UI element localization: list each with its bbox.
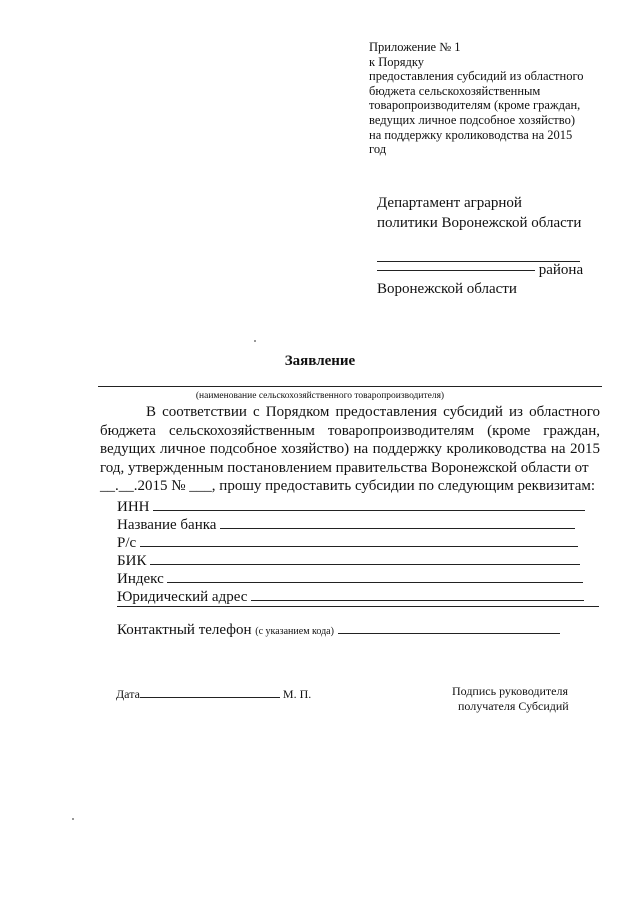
phone-note: (с указанием кода) [255, 626, 334, 637]
date-label: Дата [116, 687, 140, 701]
account-input-line[interactable] [140, 532, 578, 547]
phone-input-line[interactable] [338, 619, 560, 634]
paragraph-date-line: __.__.2015 № ___, прошу предоставить субсидии по следующим реквизитам: [100, 478, 596, 494]
district-row [377, 262, 583, 279]
application-paragraph [100, 403, 600, 496]
address-input-line[interactable] [251, 586, 584, 601]
signature-block [452, 684, 569, 713]
district-suffix: района [538, 262, 584, 278]
date-input-line[interactable] [140, 686, 280, 698]
date-field [116, 686, 311, 702]
appendix-line: на поддержку кролиководства на 2015 [369, 127, 573, 142]
index-label: Индекс [117, 571, 164, 587]
index-input-line[interactable] [167, 568, 583, 583]
paragraph-main: В соответствии с Порядком предоставления субсидий из областного бюджета сельскохозяйственным товаропроизводителям (кроме граждан, ведущих личное подсобное хозяйство) на поддержку кролиководства на 2015 год, утвержденным постановлением правительства Воронежской области от [100, 404, 600, 476]
inn-field [117, 496, 585, 516]
signature-line-2: получателя Субсидий [458, 698, 569, 713]
inn-input-line[interactable] [153, 496, 585, 511]
account-label: Р/с [117, 535, 137, 551]
applicant-caption: (наименование сельскохозяйственного товаропроизводителя) [195, 391, 445, 401]
bank-input-line[interactable] [220, 514, 575, 529]
bik-field [117, 550, 580, 570]
bank-label: Название банка [117, 517, 217, 533]
department-line-2: политики Воронежской области [377, 215, 582, 231]
region-label: Воронежской области [377, 281, 517, 297]
bank-field [117, 514, 575, 534]
appendix-header [369, 40, 599, 157]
document-title: Заявление [284, 353, 356, 369]
appendix-line: предоставления субсидий из областного [369, 69, 584, 84]
applicant-name-line[interactable] [98, 386, 602, 387]
district-blank-line[interactable] [377, 270, 535, 271]
appendix-line: товаропроизводителям (кроме граждан, [369, 98, 581, 113]
address-field [117, 586, 584, 606]
appendix-line: к Порядку [369, 54, 424, 69]
appendix-line: ведущих личное подсобное хозяйство) [369, 112, 575, 127]
department-line-1: Департамент аграрной [377, 195, 522, 211]
phone-label: Контактный телефон [117, 622, 252, 638]
index-field [117, 568, 583, 588]
appendix-line: год [369, 142, 387, 157]
account-field [117, 532, 578, 552]
address-extra-line[interactable] [117, 606, 599, 607]
scan-speck [254, 340, 256, 342]
bik-input-line[interactable] [150, 550, 580, 565]
signature-line-1: Подпись руководителя [452, 684, 568, 698]
appendix-line: бюджета сельскохозяйственным [369, 83, 541, 98]
inn-label: ИНН [117, 499, 150, 515]
scan-speck [72, 818, 74, 820]
bik-label: БИК [117, 553, 147, 569]
phone-field [117, 619, 560, 639]
appendix-line: Приложение № 1 [369, 40, 461, 54]
stamp-label: М. П. [282, 687, 312, 701]
department-addressee [377, 193, 581, 233]
address-label: Юридический адрес [117, 589, 248, 605]
